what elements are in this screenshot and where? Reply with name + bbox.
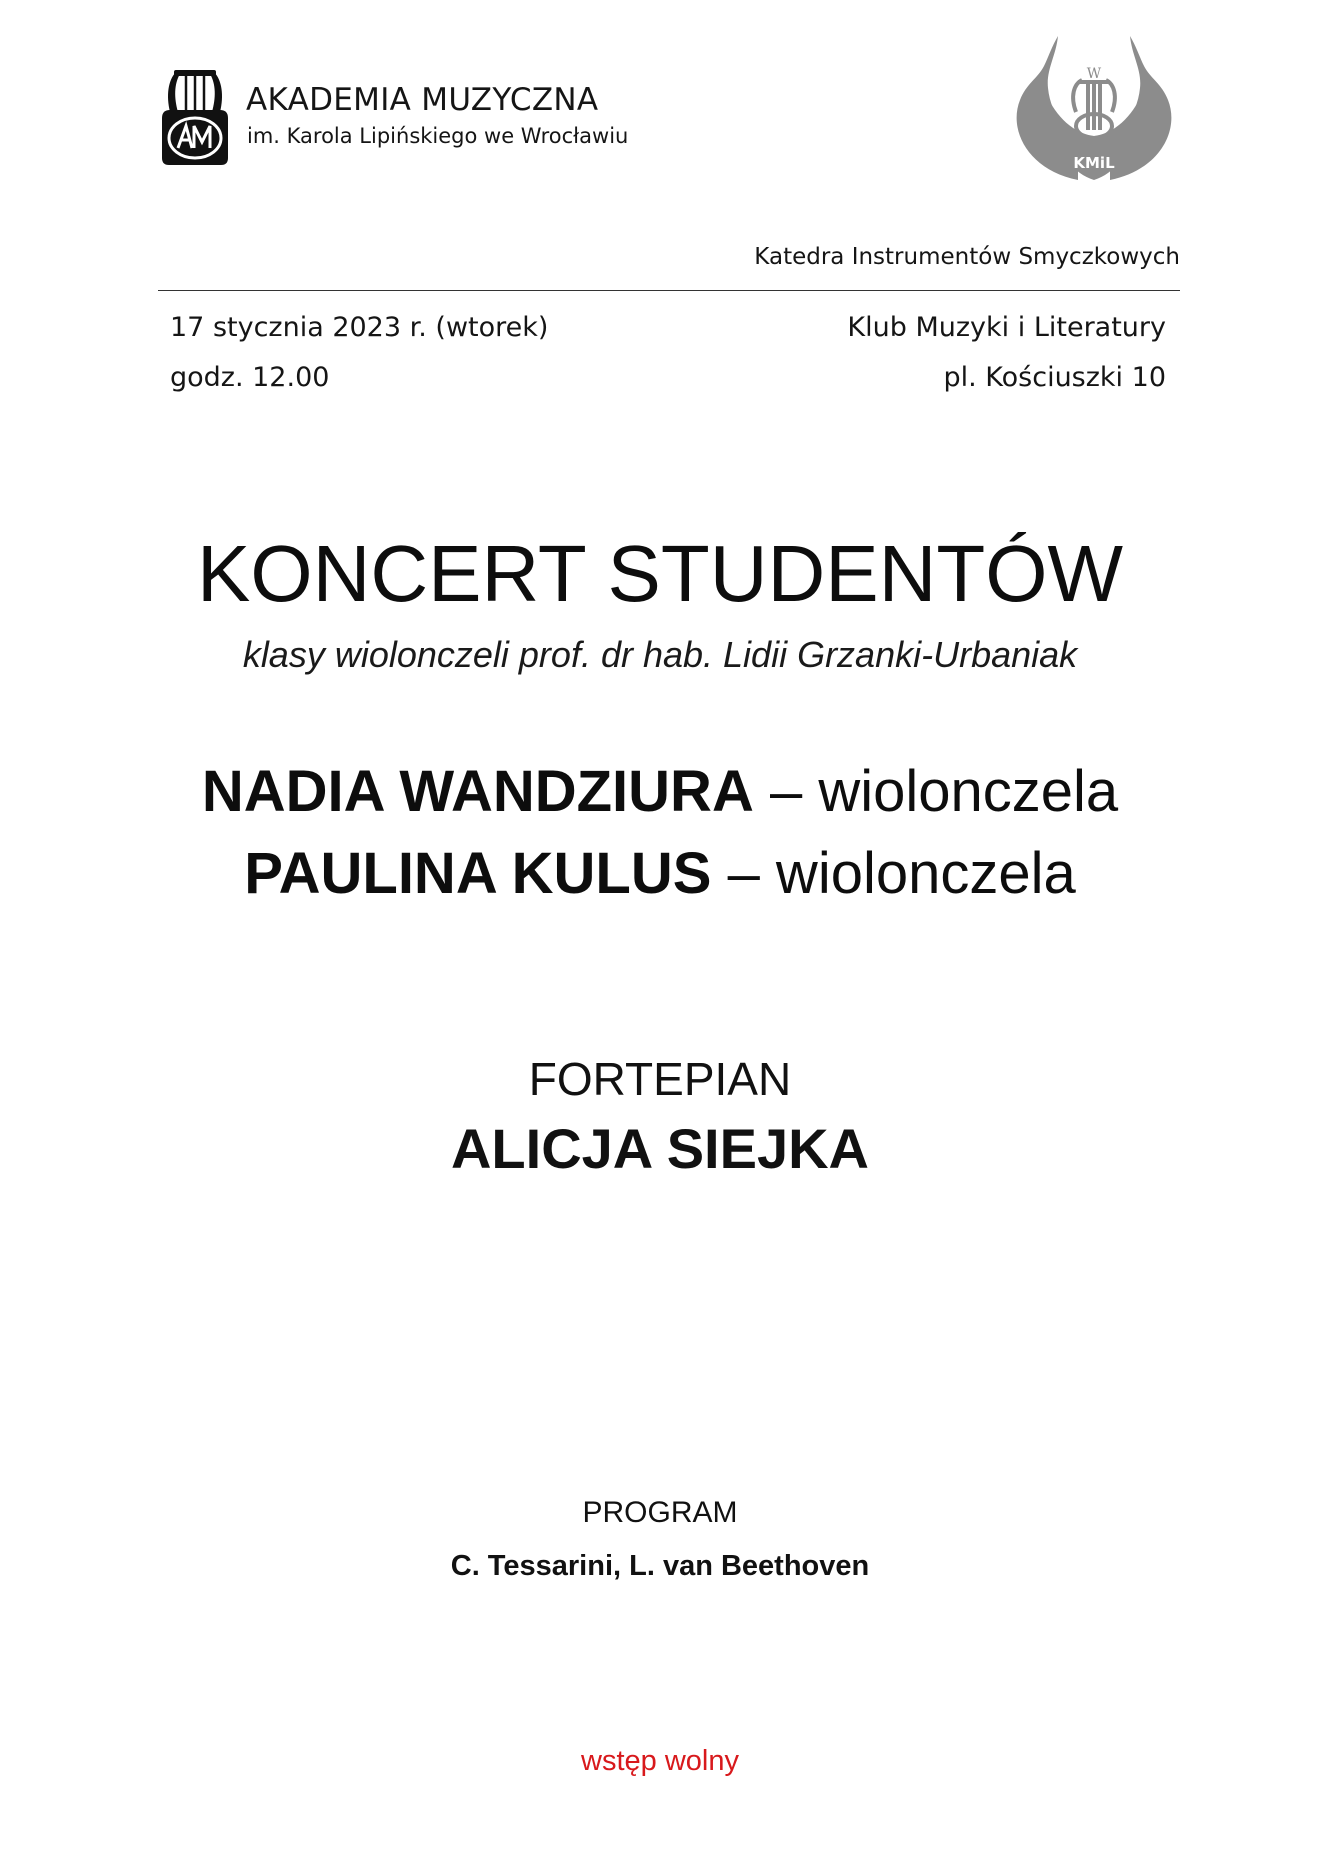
performer-line [0,758,1320,825]
academy-name: AKADEMIA MUZYCZNA [246,82,599,118]
department-name: Katedra Instrumentów Smyczkowych [754,244,1180,270]
kmil-logo-text: KMiL [1073,154,1115,172]
performer-name: NADIA WANDZIURA [201,759,754,824]
concert-subtitle: klasy wiolonczeli prof. dr hab. Lidii Grzanki-Urbaniak [242,634,1078,675]
performer-instrument: – wiolonczela [727,841,1076,906]
performer-name: PAULINA KULUS [244,841,712,906]
academy-lyre-logo-icon [160,66,230,166]
event-date: 17 stycznia 2023 r. (wtorek) [170,312,549,343]
event-venue: Klub Muzyki i Literatury [847,312,1166,343]
concert-title: KONCERT STUDENTÓW [197,529,1123,618]
performer-line [0,840,1320,907]
kmil-logo-letter: W [1086,66,1102,82]
admission-note: wstęp wolny [581,1745,739,1777]
piano-label: FORTEPIAN [528,1053,792,1105]
header-divider [158,290,1180,291]
event-address: pl. Kościuszki 10 [943,362,1166,393]
kmil-club-logo-icon [1008,30,1180,192]
event-time: godz. 12.00 [170,362,330,393]
pianist-name: ALICJA SIEJKA [450,1117,869,1180]
performer-instrument: – wiolonczela [769,759,1119,824]
academy-subtitle: im. Karola Lipińskiego we Wrocławiu [247,124,629,148]
program-label: PROGRAM [582,1496,738,1529]
program-composers: C. Tessarini, L. van Beethoven [450,1550,870,1582]
